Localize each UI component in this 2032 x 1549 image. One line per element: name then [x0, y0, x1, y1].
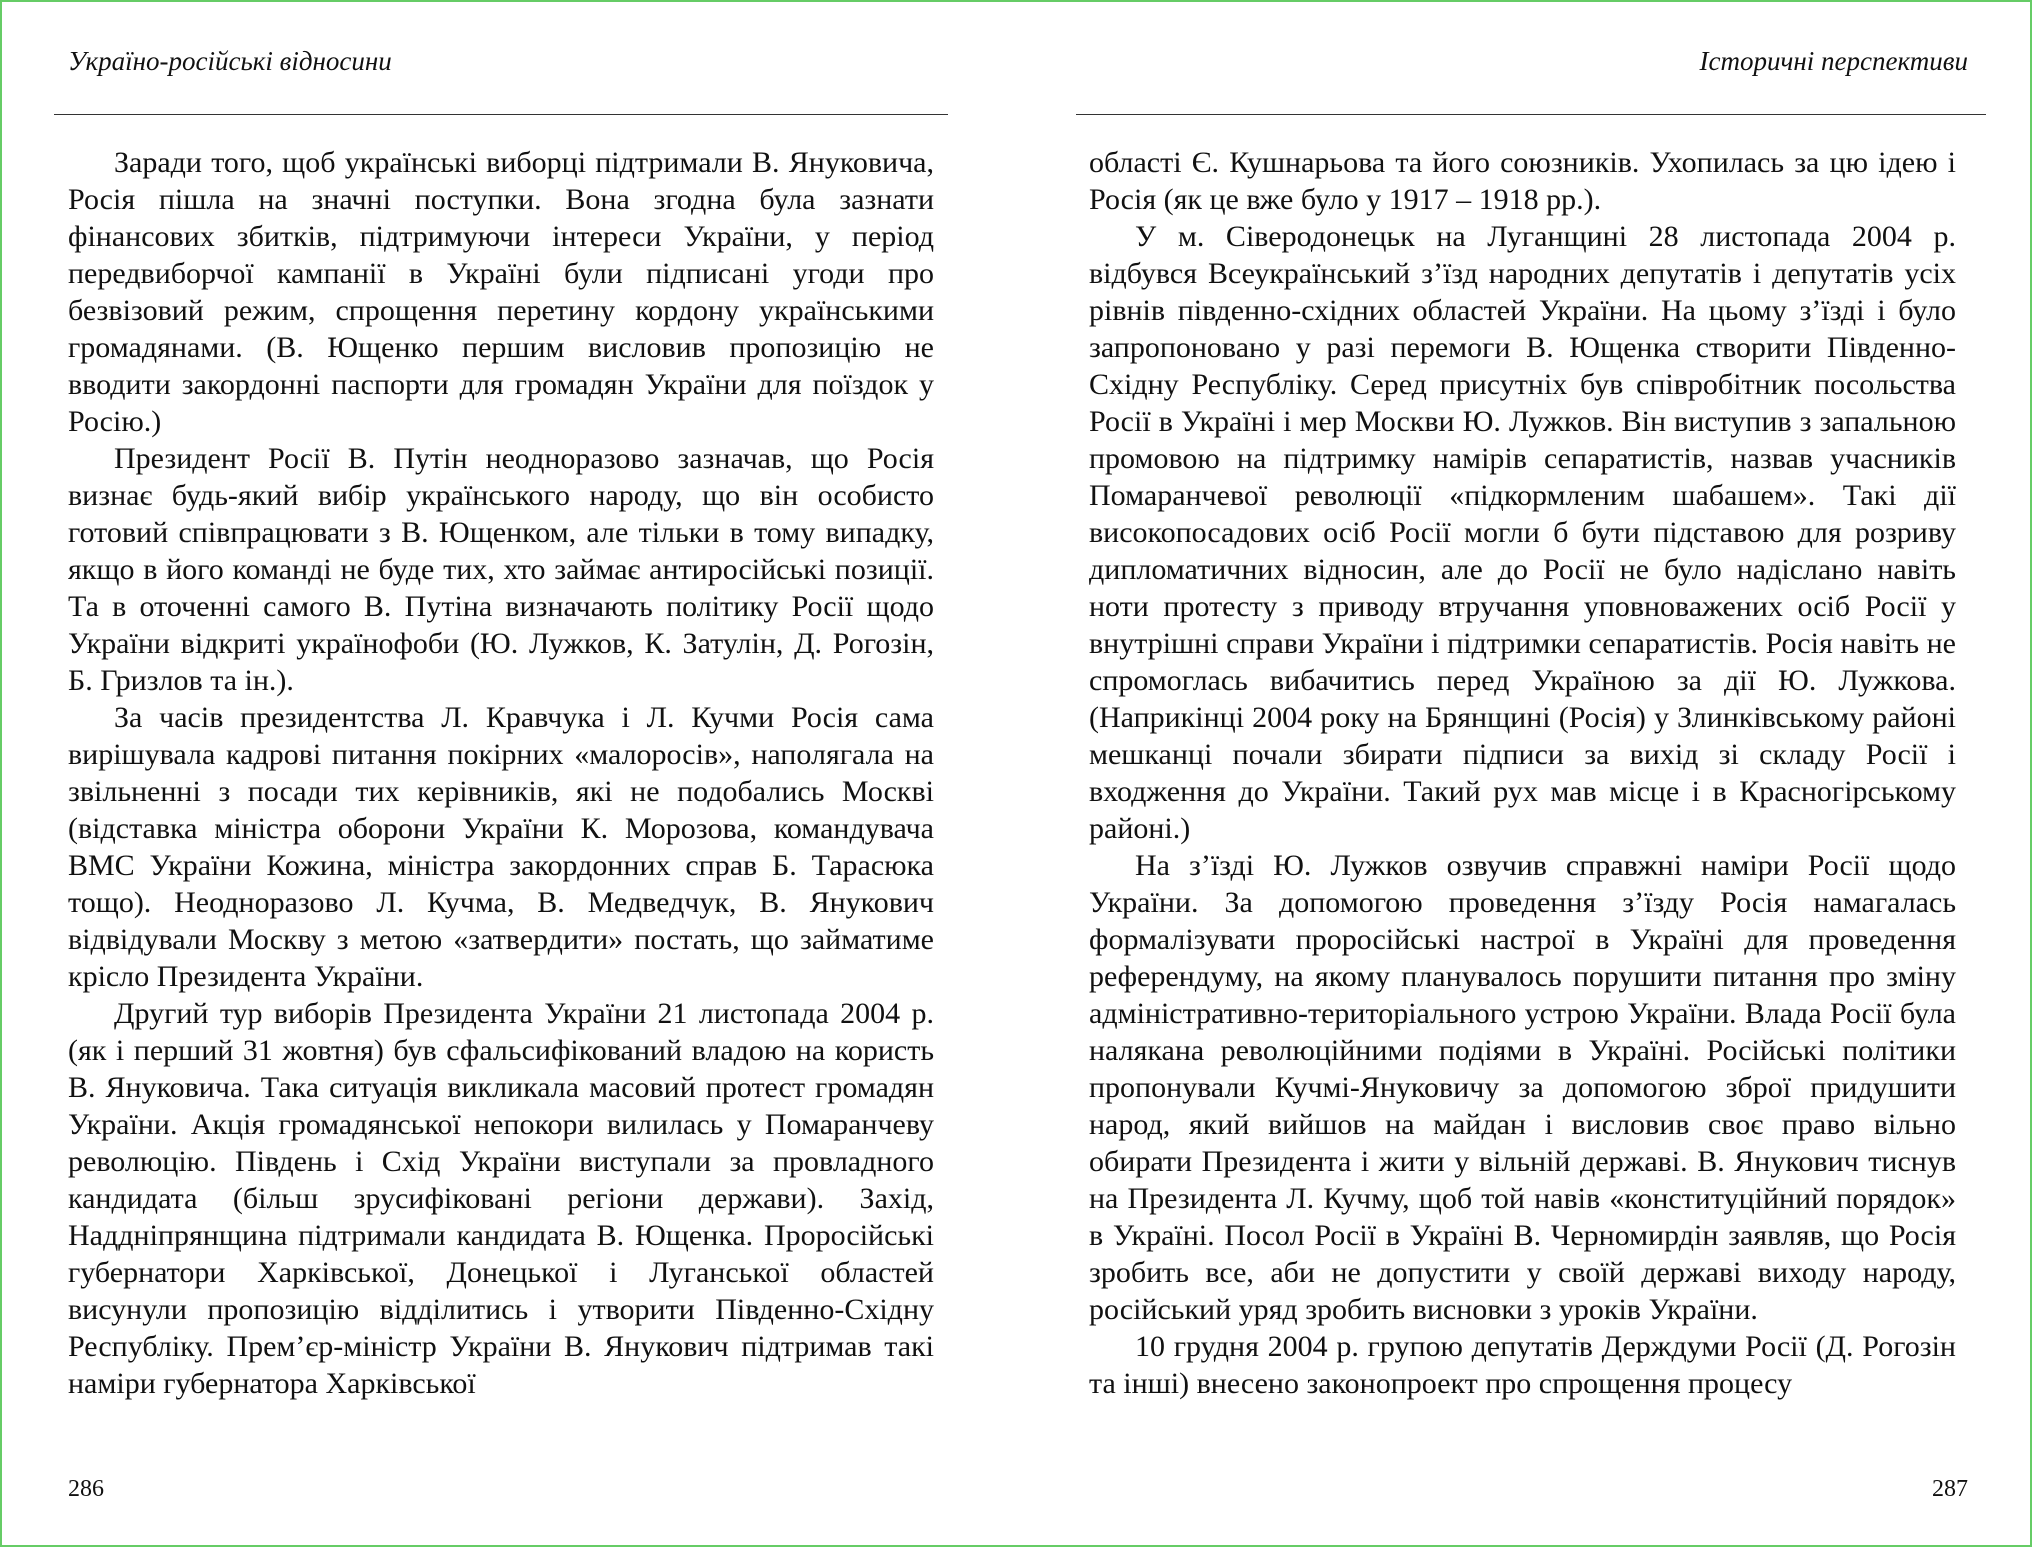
- paragraph: 10 грудня 2004 р. групою депутатів Держдуми Росії (Д. Рогозін та інші) внесено законопроект про спрощення процесу: [1089, 1330, 1956, 1400]
- body-text: [1089, 144, 1956, 1402]
- paragraph: Другий тур виборів Президента України 21 листопада 2004 р. (як і перший 31 жовтня) був сфальсифікований владою на користь В. Януковича. Така ситуація викликала масовий протест громадян України. Акція громадянської непокори вилилась у Помаранчеву революцію. Південь і Схід України виступали за провладного кандидата (більш зрусифіковані регіони держави). Захід, Наддніпрянщина підтримали кандидата В. Ющенка. Проросійські губернатори Харківської, Донецької і Луганської областей висунули пропозицію відділитись і утворити Південно-Східну Республіку. Прем’єр-міністр України В. Янукович підтримав такі наміри губернатора Харківської: [68, 997, 934, 1400]
- paragraph-continued: області Є. Кушнарьова та його союзників. Ухопилась за цю ідею і Росія (як це вже було у 1917 – 1918 рр.).: [1089, 146, 1956, 216]
- paragraph: На з’їзді Ю. Лужков озвучив справжні наміри Росії щодо України. За допомогою проведення з’їзду Росія намагалась формалізувати проросійські настрої в Україні для проведення референдуму, на якому планувалось порушити питання про зміну адміністративно-територіального устрою України. Влада Росії була налякана революційними подіями в Україні. Російські політики пропонували Кучмі-Януковичу за допомогою зброї придушити народ, який вийшов на майдан і висловив своє право вільно обирати Президента і жити у вільній державі. В. Янукович тиснув на Президента Л. Кучму, щоб той навів «конституційний порядок» в Україні. Посол Росії в Україні В. Черномирдін заявляв, що Росія зробить все, аби не допустити у своїй державі виходу народу, російський уряд зробить висновки з уроків України.: [1089, 849, 1956, 1326]
- paragraph: Заради того, щоб українські виборці підтримали В. Януковича, Росія пішла на значні поступки. Вона згодна була зазнати фінансових збитків, підтримуючи інтереси України, у період передвиборчої кампанії в Україні були підписані угоди про безвізовий режим, спрощення перетину кордону українськими громадянами. (В. Ющенко першим висловив пропозицію не вводити закордонні паспорти для громадян України для поїздок у Росію.): [68, 146, 934, 438]
- page-number: 287: [1932, 1476, 1968, 1502]
- paragraph: Президент Росії В. Путін неодноразово зазначав, що Росія визнає будь-який вибір українського народу, що він особисто готовий співпрацювати з В. Ющенком, але тільки в тому випадку, якщо в його команді не буде тих, хто займає антиросійські позиції. Та в оточенні самого В. Путіна визначають політику Росії щодо України відкриті українофоби (Ю. Лужков, К. Затулін, Д. Рогозін, Б. Гризлов та ін.).: [68, 442, 934, 697]
- right-page: [1018, 2, 2032, 1549]
- running-head: Україно-російські відносини: [68, 46, 392, 76]
- header-rule: [1076, 114, 1986, 115]
- left-page: [2, 2, 1018, 1549]
- header-rule: [54, 114, 948, 115]
- page-number: 286: [68, 1476, 104, 1502]
- body-text: [68, 144, 934, 1402]
- running-head: Історичні перспективи: [1699, 46, 1968, 76]
- paragraph: За часів президентства Л. Кравчука і Л. Кучми Росія сама вирішувала кадрові питання покірних «малоросів», наполягала на звільненні з посади тих керівників, які не подобались Москві (відставка міністра оборони України К. Морозова, командувача ВМС України Кожина, міністра закордонних справ Б. Тарасюка тощо). Неодноразово Л. Кучма, В. Медведчук, В. Янукович відвідували Москву з метою «затвердити» постать, що займатиме крісло Президента України.: [68, 701, 934, 993]
- paragraph: У м. Сіверодонецьк на Луганщині 28 листопада 2004 р. відбувся Всеукраїнський з’їзд народних депутатів і депутатів усіх рівнів південно-східних областей України. На цьому з’їзді і було запропоновано у разі перемоги В. Ющенка створити Південно-Східну Республіку. Серед присутніх був співробітник посольства Росії в Україні і мер Москви Ю. Лужков. Він виступив з запальною промовою на підтримку намірів сепаратистів, назвав учасників Помаранчевої революції «підкормленим шабашем». Такі дії високопосадових осіб Росії могли б бути підставою для розриву дипломатичних відносин, але до Росії не було надіслано навіть ноти протесту з приводу втручання уповноважених осіб Росії у внутрішні справи України і підтримки сепаратистів. Росія навіть не спромоглась вибачитись перед Україною за дії Ю. Лужкова. (Наприкінці 2004 року на Брянщині (Росія) у Злинківському районі мешканці почали збирати підписи за вихід зі складу Росії і входження до України. Такий рух мав місце і в Красногірському районі.): [1089, 220, 1956, 845]
